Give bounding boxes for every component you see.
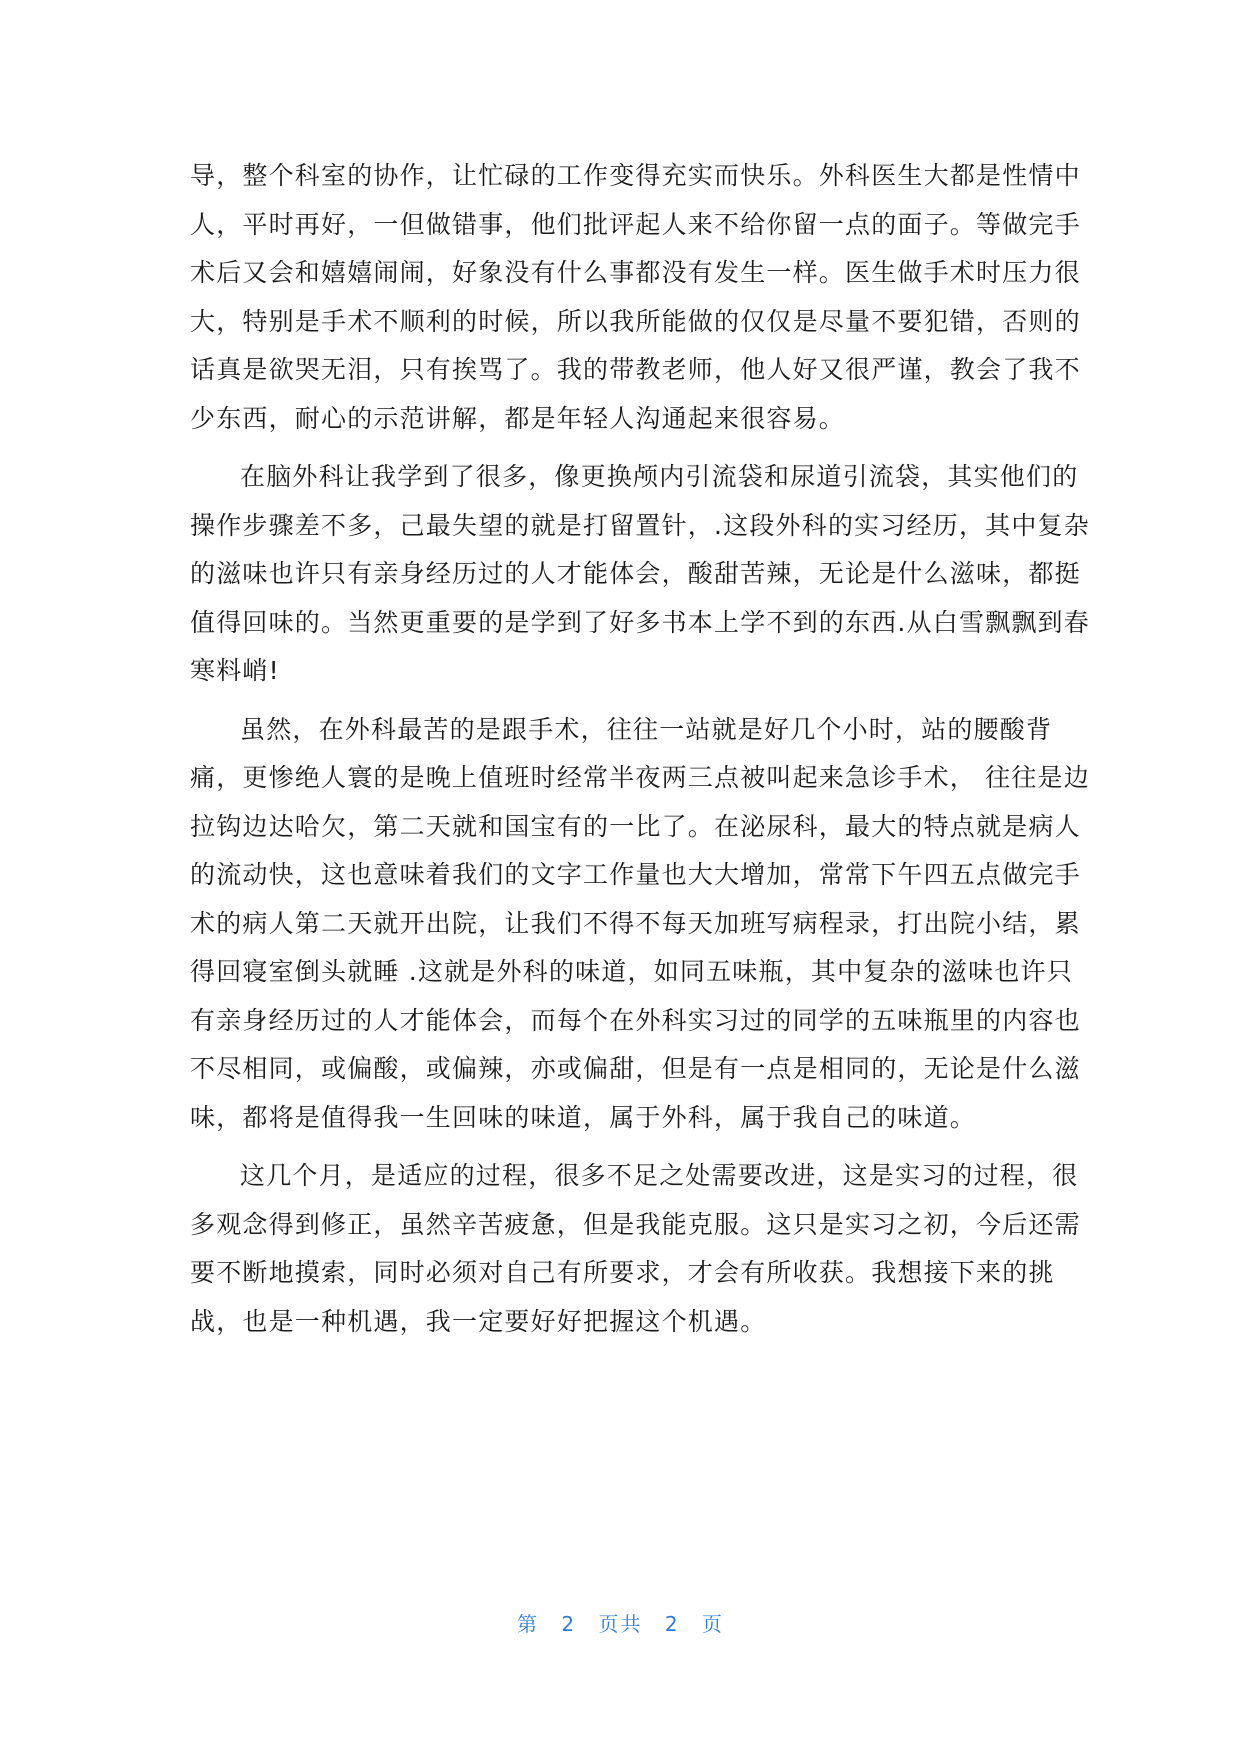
- text-line: 人，平时再好，一但做错事，他们批评起人来不给你留一点的面子。等做完手: [190, 209, 1081, 239]
- text-line: 拉钩边达哈欠，第二天就和国宝有的一比了。在泌尿科，最大的特点就是病人: [190, 811, 1081, 841]
- text-line: 这几个月，是适应的过程，很多不足之处需要改进，这是实习的过程，很: [240, 1161, 1079, 1190]
- text-line: 术的病人第二天就开出院，让我们不得不每天加班写病程录，打出院小结，累: [190, 908, 1081, 938]
- footer-suffix: 页: [701, 1612, 724, 1636]
- text-line: 战，也是一种机遇，我一定要好好把握这个机遇。: [190, 1306, 767, 1336]
- text-line: 的滋味也许只有亲身经历过的人才能体会，酸甜苦辣，无论是什么滋味，都挺: [190, 559, 1081, 588]
- footer-current-page: 2: [561, 1612, 577, 1636]
- text-line: 多观念得到修正，虽然辛苦疲惫，但是我能克服。这只是实习之初，今后还需: [190, 1209, 1081, 1239]
- footer-total-pages: 2: [664, 1612, 680, 1636]
- text-line: 大，特别是手术不顺利的时候，所以我所能做的仅仅是尽量不要犯错，否则的: [190, 306, 1081, 336]
- text-line: 有亲身经历过的人才能体会，而每个在外科实习过的同学的五味瓶里的内容也: [190, 1005, 1081, 1035]
- text-line: 得回寝室倒头就睡 .这就是外科的味道，如同五味瓶，其中复杂的滋味也许只: [190, 957, 1073, 986]
- paragraph-4: [190, 1152, 1081, 1346]
- paragraph-1: [190, 152, 1081, 443]
- text-line: 话真是欲哭无泪，只有挨骂了。我的带教老师，他人好又很严谨，教会了我不: [190, 355, 1081, 384]
- text-line: 操作步骤差不多，己最失望的就是打留置针，.这段外科的实习经历，其中复杂: [190, 510, 1090, 540]
- text-line: 的流动快，这也意味着我们的文字工作量也大大增加，常常下午四五点做完手: [190, 860, 1081, 889]
- footer-middle: 页共: [598, 1612, 643, 1636]
- document-body: [190, 152, 1090, 1356]
- text-line: 值得回味的。当然更重要的是学到了好多书本上学不到的东西.从白雪飘飘到春: [190, 607, 1090, 637]
- text-line: 导，整个科室的协作，让忙碌的工作变得充实而快乐。外科医生大都是性情中: [190, 161, 1081, 190]
- text-line: 在脑外科让我学到了很多，像更换颅内引流袋和尿道引流袋，其实他们的: [240, 462, 1079, 491]
- text-line: 不尽相同，或偏酸，或偏辣，亦或偏甜，但是有一点是相同的，无论是什么滋: [190, 1054, 1081, 1083]
- text-line: 味，都将是值得我一生回味的味道，属于外科，属于我自己的味道。: [190, 1102, 977, 1132]
- page-footer: [0, 1608, 1241, 1637]
- text-line: 寒料峭!: [190, 656, 280, 685]
- paragraph-2: [190, 453, 1090, 696]
- text-line: 虽然，在外科最苦的是跟手术，往往一站就是好几个小时，站的腰酸背: [240, 714, 1053, 744]
- text-line: 要不断地摸索，同时必须对自己有所要求，才会有所收获。我想接下来的挑: [190, 1258, 1055, 1287]
- text-line: 术后又会和嬉嬉闹闹，好象没有什么事都没有发生一样。医生做手术时压力很: [190, 258, 1081, 287]
- paragraph-3: [190, 706, 1090, 1143]
- footer-prefix: 第: [517, 1612, 540, 1636]
- text-line: 少东西，耐心的示范讲解，都是年轻人沟通起来很容易。: [190, 403, 846, 433]
- text-line: 痛，更惨绝人寰的是晚上值班时经常半夜两三点被叫起来急诊手术， 往往是边: [190, 763, 1090, 792]
